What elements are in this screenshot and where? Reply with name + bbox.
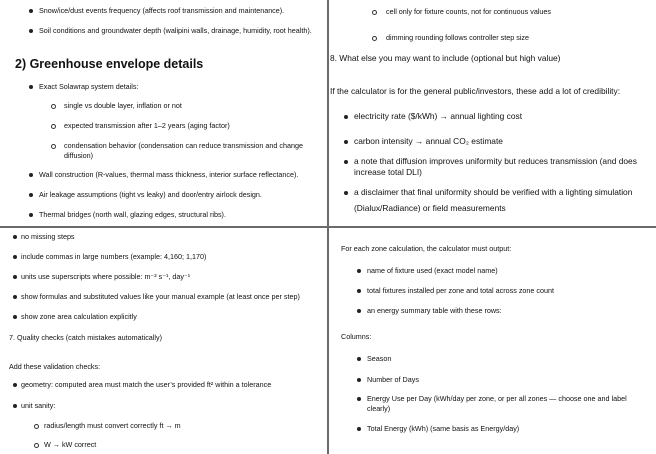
list-item: Thermal bridges (north wall, glazing edges, structural ribs). <box>39 210 226 219</box>
sub-list-item: single vs double layer, inflation or not <box>64 101 182 110</box>
sub-bullet-circle <box>34 424 39 429</box>
list-item: no missing steps <box>21 232 75 241</box>
bullet-dot <box>357 427 361 431</box>
section-heading: 7. Quality checks (catch mistakes automatically) <box>9 333 162 342</box>
sub-bullet-circle <box>51 144 56 149</box>
bullet-dot <box>357 289 361 293</box>
list-item: show zone area calculation explicitly <box>21 312 137 321</box>
list-item: a note that diffusion improves uniformity but reduces transmission (and does <box>354 156 637 166</box>
list-item: electricity rate ($/kWh) → annual lighting cost <box>354 111 523 121</box>
section-heading: 2) Greenhouse envelope details <box>15 57 204 71</box>
bullet-dot <box>344 140 348 144</box>
bullet-dot <box>29 29 33 33</box>
list-item: name of fixture used (exact model name) <box>367 266 498 275</box>
list-item: Wall construction (R-values, thermal mass thickness, interior surface reflectance). <box>39 170 299 179</box>
bullet-dot <box>29 193 33 197</box>
list-item: Air leakage assumptions (tight vs leaky) and door/entry airlock design. <box>39 190 262 199</box>
list-item-continued: (Dialux/Radiance) or field measurements <box>354 203 506 213</box>
bullet-dot <box>29 9 33 13</box>
bullet-dot <box>13 295 17 299</box>
bullet-dot <box>344 115 348 119</box>
bullet-dot <box>344 160 348 164</box>
sub-list-item: radius/length must convert correctly ft → m <box>44 421 181 430</box>
list-item: carbon intensity → annual CO₂ estimate <box>354 136 503 146</box>
sub-list-item: dimming rounding follows controller step size <box>386 33 530 42</box>
column-item: Number of Days <box>367 375 419 384</box>
column-item: Energy Use per Day (kWh/day per zone, or per all zones — choose one and label <box>367 394 627 403</box>
sub-list-item: cell only for fixture counts, not for continuous values <box>386 7 552 16</box>
sub-bullet-circle <box>51 104 56 109</box>
list-item: geometry: computed area must match the user’s provided ft² within a tolerance <box>21 380 272 389</box>
column-item: Total Energy (kWh) (same basis as Energy/day) <box>367 424 520 433</box>
bullet-dot <box>344 191 348 195</box>
bullet-dot <box>357 309 361 313</box>
panel-top-right <box>329 0 656 226</box>
bullet-dot <box>13 404 17 408</box>
list-item: Exact Solawrap system details: <box>39 82 139 91</box>
sub-bullet-circle <box>372 10 377 15</box>
bullet-dot <box>29 85 33 89</box>
bullet-dot <box>357 357 361 361</box>
panel-top-left <box>0 0 327 226</box>
bullet-dot <box>13 383 17 387</box>
panel-bottom-right <box>329 228 656 454</box>
sub-bullet-circle <box>34 443 39 448</box>
list-item: unit sanity: <box>21 401 56 410</box>
list-item: units use superscripts where possible: m⁻² s⁻¹, day⁻¹ <box>21 272 191 281</box>
section-intro: Add these validation checks: <box>9 362 101 371</box>
section-intro: For each zone calculation, the calculator must output: <box>341 244 512 253</box>
bullet-dot <box>13 315 17 319</box>
list-item-continued: increase total DLI) <box>354 167 422 177</box>
list-item: Snow/ice/dust events frequency (affects roof transmission and maintenance). <box>39 6 285 15</box>
list-item: show formulas and substituted values like your manual example (at least once per step) <box>21 292 300 301</box>
bullet-dot <box>357 269 361 273</box>
list-item: an energy summary table with these rows: <box>367 306 502 315</box>
column-item: Season <box>367 354 392 363</box>
sub-list-item-continued: diffusion) <box>64 151 94 160</box>
bullet-dot <box>13 255 17 259</box>
section-heading: 8. What else you may want to include (optional but high value) <box>330 53 561 63</box>
bullet-dot <box>29 173 33 177</box>
sub-list-item: expected transmission after 1–2 years (aging factor) <box>64 121 230 130</box>
column-item-continued: clearly) <box>367 404 391 413</box>
bullet-dot <box>357 397 361 401</box>
section-intro: If the calculator is for the general public/investors, these add a lot of credibility: <box>330 86 621 96</box>
bullet-dot <box>29 213 33 217</box>
bullet-dot <box>13 275 17 279</box>
columns-label: Columns: <box>341 332 372 341</box>
list-item: total fixtures installed per zone and total across zone count <box>367 286 554 295</box>
list-item: Soil conditions and groundwater depth (walipini walls, drainage, humidity, root health). <box>39 26 312 35</box>
bullet-dot <box>13 235 17 239</box>
list-item: a disclaimer that final uniformity should be verified with a lighting simulation <box>354 187 633 197</box>
panel-bottom-left <box>0 228 327 454</box>
bullet-dot <box>357 378 361 382</box>
sub-bullet-circle <box>372 36 377 41</box>
list-item: include commas in large numbers (example: 4,160; 1,170) <box>21 252 207 261</box>
sub-list-item: condensation behavior (condensation can reduce transmission and change <box>64 141 303 150</box>
sub-bullet-circle <box>51 124 56 129</box>
sub-list-item: W → kW correct <box>44 440 97 449</box>
